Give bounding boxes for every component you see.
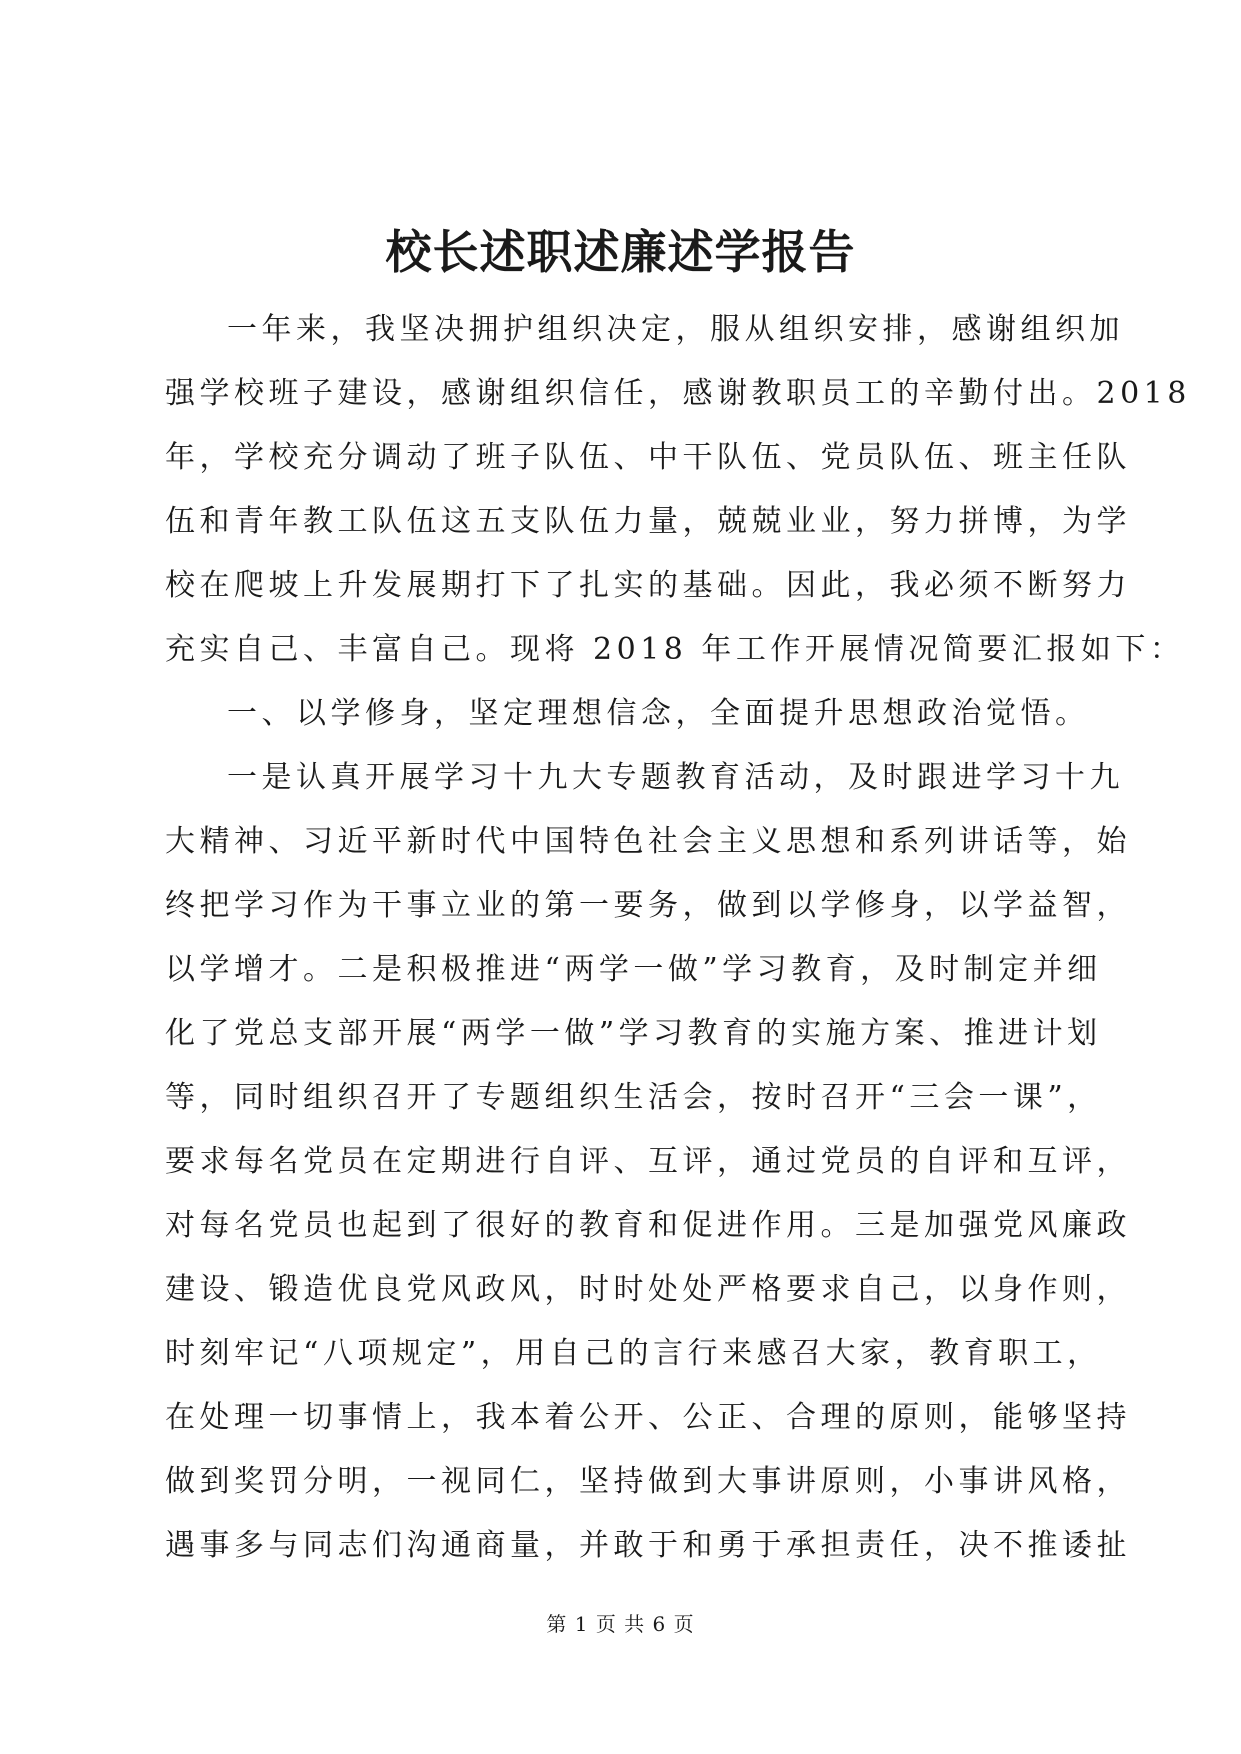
body-line: 以学增才。二是积极推进“两学一做”学习教育，及时制定并细	[165, 952, 1102, 987]
section-heading: 一、以学修身，坚定理想信念，全面提升思想政治觉悟。	[227, 696, 1090, 731]
body-line: 建设、锻造优良党风政风，时时处处严格要求自己，以身作则，	[165, 1272, 1131, 1307]
body-line: 在处理一切事情上，我本着公开、公正、合理的原则，能够坚持	[165, 1400, 1131, 1435]
body-line: 要求每名党员在定期进行自评、互评，通过党员的自评和互评，	[165, 1144, 1131, 1179]
body-line: 终把学习作为干事立业的第一要务，做到以学修身，以学益智，	[165, 888, 1131, 923]
body-line: 遇事多与同志们沟通商量，并敢于和勇于承担责任，决不推诿扯	[165, 1528, 1131, 1563]
body-line: 年，学校充分调动了班子队伍、中干队伍、党员队伍、班主任队	[165, 440, 1131, 475]
document-title: 校长述职述廉述学报告	[385, 225, 856, 279]
body-line: 做到奖罚分明，一视同仁，坚持做到大事讲原则，小事讲风格，	[165, 1464, 1131, 1499]
body-line: 强学校班子建设，感谢组织信任，感谢教职员工的辛勤付出。2018	[165, 376, 1191, 411]
body-line: 大精神、习近平新时代中国特色社会主义思想和系列讲话等，始	[165, 824, 1131, 859]
body-line: 化了党总支部开展“两学一做”学习教育的实施方案、推进计划	[165, 1016, 1102, 1051]
body-line: 对每名党员也起到了很好的教育和促进作用。三是加强党风廉政	[165, 1208, 1131, 1243]
body-line: 等，同时组织召开了专题组织生活会，按时召开“三会一课”，	[165, 1080, 1102, 1115]
body-line: 一年来，我坚决拥护组织决定，服从组织安排，感谢组织加	[227, 312, 1124, 347]
page-footer: 第 1 页 共 6 页	[546, 1612, 695, 1636]
body-line: 一是认真开展学习十九大专题教育活动，及时跟进学习十九	[227, 760, 1124, 795]
body-line: 校在爬坡上升发展期打下了扎实的基础。因此，我必须不断努力	[165, 568, 1131, 603]
body-line: 时刻牢记“八项规定”，用自己的言行来感召大家，教育职工，	[165, 1336, 1102, 1371]
body-line: 充实自己、丰富自己。现将 2018 年工作开展情况简要汇报如下：	[165, 632, 1185, 667]
body-line: 伍和青年教工队伍这五支队伍力量，兢兢业业，努力拼博，为学	[165, 504, 1131, 539]
document-body	[165, 298, 1191, 1578]
